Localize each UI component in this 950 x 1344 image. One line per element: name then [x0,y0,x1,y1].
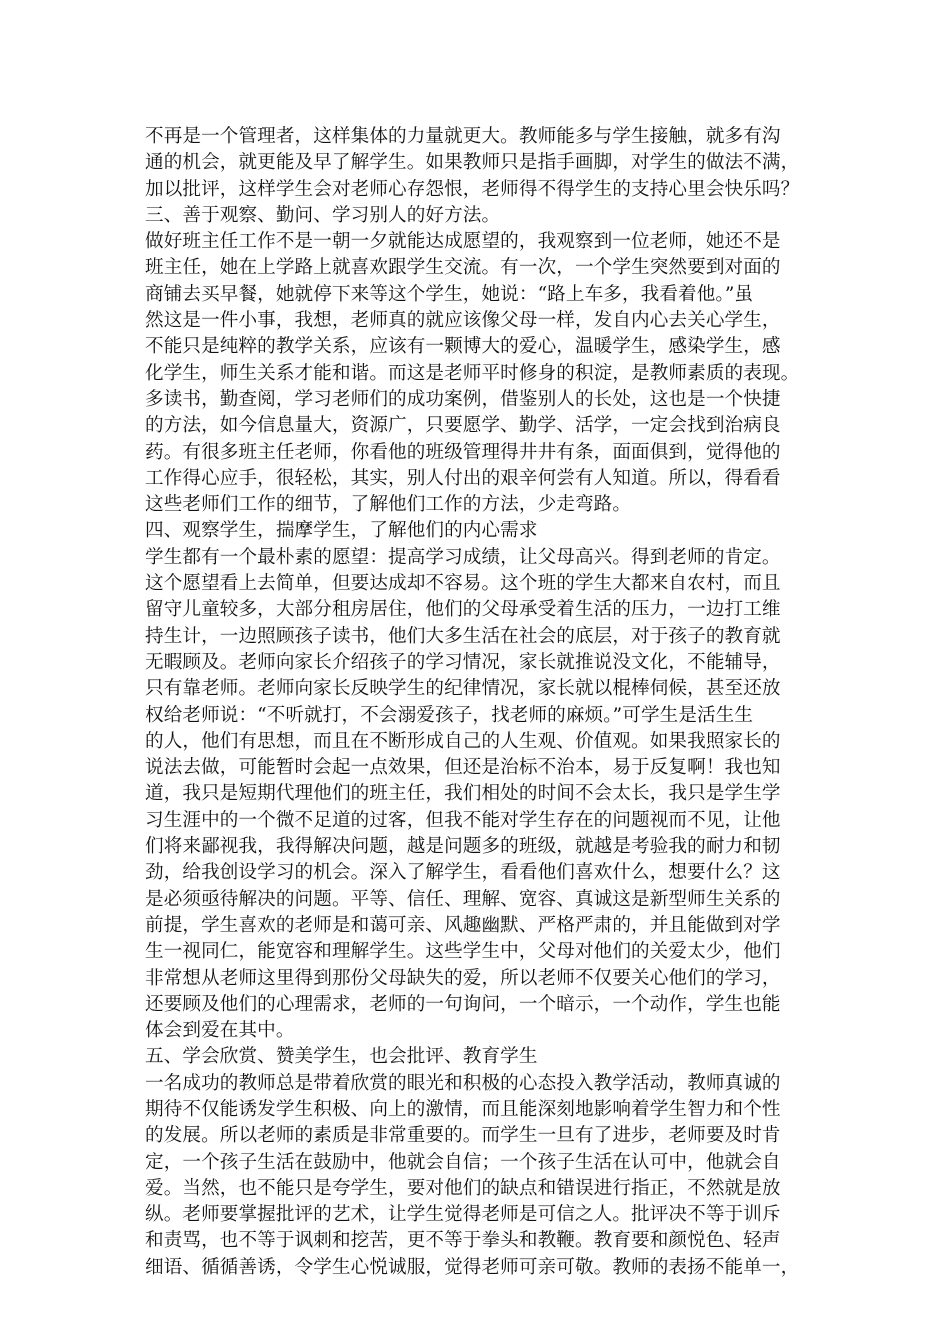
text-line: 体会到爱在其中。 [145,1020,295,1042]
text-line: 的人，他们有思想，而且在不断形成自己的人生观、价值观。如果我照家长的 [145,730,781,752]
text-line: 这些老师们工作的细节，了解他们工作的方法，少走弯路。 [145,494,632,516]
text-line: 留守儿童较多，大部分租房居住，他们的父母承受着生活的压力，一边打工维 [145,599,781,621]
text-line: 只有靠老师。老师向家长反映学生的纪律情况，家长就以棍棒伺候，甚至还放 [145,678,781,700]
text-line: 前提，学生喜欢的老师是和蔼可亲、风趣幽默、严格严肃的，并且能做到对学 [145,914,781,936]
text-line: 班主任，她在上学路上就喜欢跟学生交流。有一次，一个学生突然要到对面的 [145,257,781,279]
text-line: 习生涯中的一个微不足道的过客，但我不能对学生存在的问题视而不见，让他 [145,809,781,831]
text-line: 定，一个孩子生活在鼓励中，他就会自信；一个孩子生活在认可中，他就会自 [145,1151,781,1173]
text-line: 是必须亟待解决的问题。平等、信任、理解、宽容、真诚这是新型师生关系的 [145,888,781,910]
text-line: 爱。当然，也不能只是夸学生，要对他们的缺点和错误进行指正，不然就是放 [145,1177,781,1199]
text-line: 细语、循循善诱，令学生心悦诚服，觉得老师可亲可敬。教师的表扬不能单一， [145,1256,800,1278]
document-body [145,124,815,1281]
text-line: 工作得心应手，很轻松，其实，别人付出的艰辛何尝有人知道。所以，得看看 [145,467,781,489]
text-line: 持生计，一边照顾孩子读书，他们大多生活在社会的底层，对于孩子的教育就 [145,625,781,647]
text-line: 和责骂，也不等于讽刺和挖苦，更不等于拳头和教鞭。教育要和颜悦色、轻声 [145,1230,781,1252]
text-line: 商铺去买早餐，她就停下来等这个学生，她说：“路上车多，我看着他。”虽 [145,283,754,305]
text-line: 无暇顾及。老师向家长介绍孩子的学习情况，家长就推说没文化，不能辅导， [145,651,781,673]
text-line: 加以批评，这样学生会对老师心存怨恨，老师得不得学生的支持心里会快乐吗？ [145,178,800,200]
text-line: 生一视同仁，能宽容和理解学生。这些学生中，父母对他们的关爱太少，他们 [145,941,781,963]
text-line: 不再是一个管理者，这样集体的力量就更大。教师能多与学生接触，就多有沟 [145,126,781,147]
text-line: 不能只是纯粹的教学关系，应该有一颗博大的爱心，温暖学生，感染学生，感 [145,336,781,358]
text-line: 通的机会，就更能及早了解学生。如果教师只是指手画脚，对学生的做法不满， [145,152,800,174]
text-line: 纵。老师要掌握批评的艺术，让学生觉得老师是可信之人。批评决不等于训斥 [145,1204,781,1226]
text-line: 化学生，师生关系才能和谐。而这是老师平时修身的积淀，是教师素质的表现。 [145,362,800,384]
text-line: 们将来鄙视我，我得解决问题，越是问题多的班级，就越是考验我的耐力和韧 [145,836,781,858]
text-line: 一名成功的教师总是带着欣赏的眼光和积极的心态投入教学活动，教师真诚的 [145,1072,781,1094]
text-line: 权给老师说：“不听就打，不会溺爱孩子，找老师的麻烦。”可学生是活生生 [145,704,754,726]
text-line: 说法去做，可能暂时会起一点效果，但还是治标不治本，易于反复啊！我也知 [145,757,781,779]
text-line: 的发展。所以老师的素质是非常重要的。而学生一旦有了进步，老师要及时肯 [145,1125,781,1147]
text-line: 多读书，勤查阅，学习老师们的成功案例，借鉴别人的长处，这也是一个快捷 [145,388,781,410]
text-line: 这个愿望看上去简单，但要达成却不容易。这个班的学生大都来自农村，而且 [145,573,781,595]
text-line: 做好班主任工作不是一朝一夕就能达成愿望的，我观察到一位老师，她还不是 [145,231,781,253]
text-line: 药。有很多班主任老师，你看他的班级管理得井井有条，面面俱到，觉得他的 [145,441,781,463]
text-line: 然这是一件小事，我想，老师真的就应该像父母一样，发自内心去关心学生， [145,310,781,332]
section-heading: 五、学会欣赏、赞美学生，也会批评、教育学生 [145,1046,538,1068]
section-heading: 四、观察学生，揣摩学生，了解他们的内心需求 [145,520,538,542]
section-heading: 三、善于观察、勤问、学习别人的好方法。 [145,204,501,226]
text-line: 道，我只是短期代理他们的班主任，我们相处的时间不会太长，我只是学生学 [145,783,781,805]
text-line: 学生都有一个最朴素的愿望：提高学习成绩，让父母高兴。得到老师的肯定。 [145,546,781,568]
text-line: 劲，给我创设学习的机会。深入了解学生，看看他们喜欢什么，想要什么？这 [145,862,781,884]
text-line: 还要顾及他们的心理需求，老师的一句询问，一个暗示，一个动作，学生也能 [145,993,781,1015]
text-line: 的方法，如今信息量大，资源广，只要愿学、勤学、活学，一定会找到治病良 [145,415,781,437]
text-line: 期待不仅能诱发学生积极、向上的激情，而且能深刻地影响着学生智力和个性 [145,1098,781,1120]
text-line: 非常想从老师这里得到那份父母缺失的爱，所以老师不仅要关心他们的学习， [145,967,781,989]
